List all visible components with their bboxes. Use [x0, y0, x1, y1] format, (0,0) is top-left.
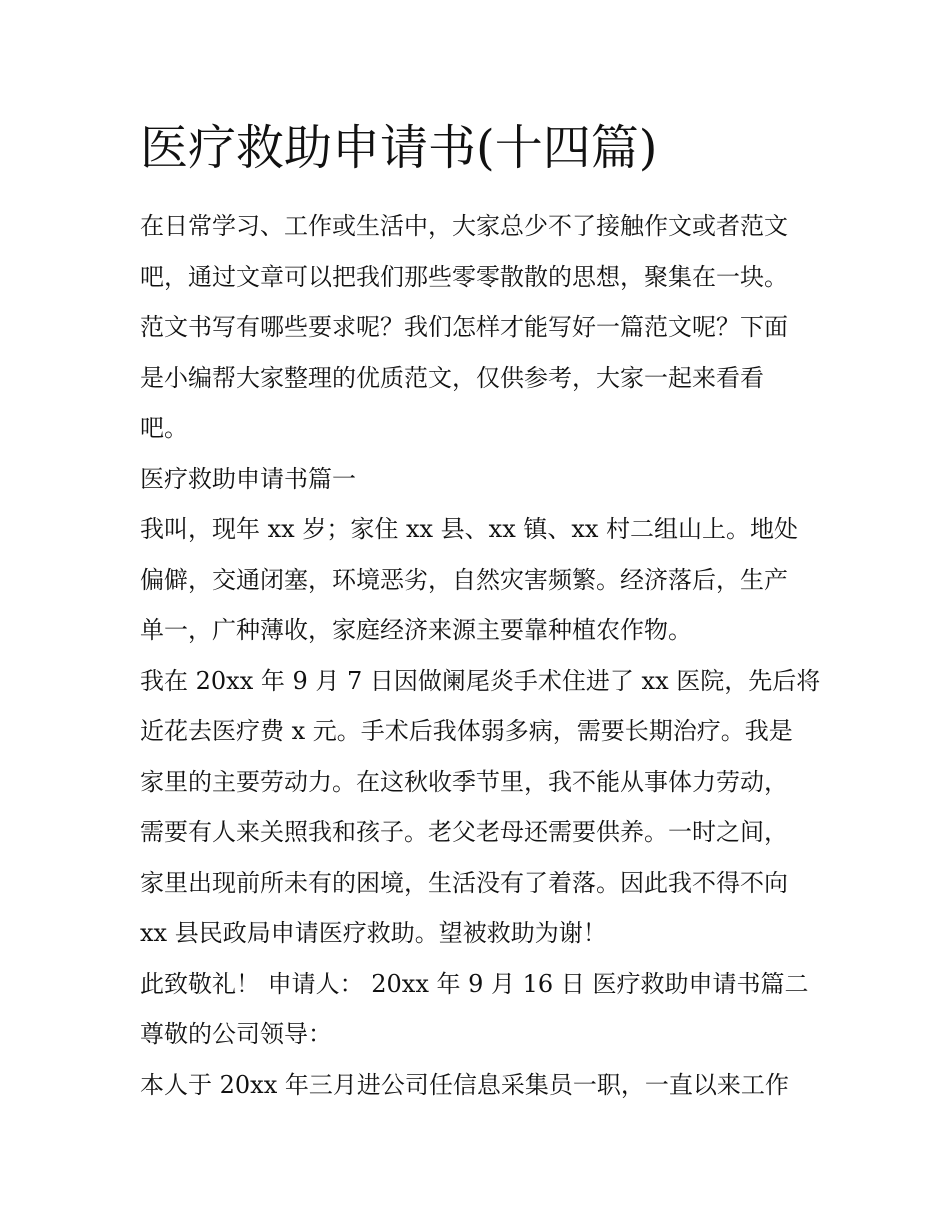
salutation-line: 尊敬的公司领导：: [140, 1020, 332, 1048]
body-line: 需要有人来关照我和孩子。老父老母还需要供养。一时之间，: [140, 818, 788, 846]
body-line: 家里的主要劳动力。在这秋收季节里，我不能从事体力劳动，: [140, 767, 788, 796]
signature-line: 此致敬礼！ 申请人： 20xx 年 9 月 16 日 医疗救助申请书篇二: [140, 969, 809, 998]
body-line: 偏僻，交通闭塞，环境恶劣，自然灾害频繁。经济落后，生产: [140, 565, 788, 594]
body-line: 吧。: [140, 414, 188, 442]
body-line: 我在 20xx 年 9 月 7 日因做阑尾炎手术住进了 xx 医院，先后将: [140, 666, 820, 695]
body-line: 我叫，现年 xx 岁；家住 xx 县、xx 镇、xx 村二组山上。地处: [140, 515, 799, 543]
body-line: 是小编帮大家整理的优质范文，仅供参考，大家一起来看看: [140, 363, 764, 392]
document-title: 医疗救助申请书(十四篇): [140, 120, 658, 176]
body-line: 本人于 20xx 年三月进公司任信息采集员一职，一直以来工作: [140, 1070, 789, 1099]
document-body: [140, 201, 820, 1110]
body-line: 在日常学习、工作或生活中，大家总少不了接触作文或者范文: [140, 212, 788, 240]
body-line: 范文书写有哪些要求呢？我们怎样才能写好一篇范文呢？下面: [140, 313, 788, 341]
body-line: 近花去医疗费 x 元。手术后我体弱多病，需要长期治疗。我是: [140, 717, 793, 745]
body-line: 吧，通过文章可以把我们那些零零散散的思想，聚集在一块。: [140, 262, 788, 291]
body-line: 单一，广种薄收，家庭经济来源主要靠种植农作物。: [140, 616, 692, 644]
body-line: 家里出现前所未有的困境，生活没有了着落。因此我不得不向: [140, 868, 788, 897]
section-heading: 医疗救助申请书篇一: [140, 464, 356, 493]
body-line: xx 县民政局申请医疗救助。望被救助为谢！: [140, 919, 607, 947]
